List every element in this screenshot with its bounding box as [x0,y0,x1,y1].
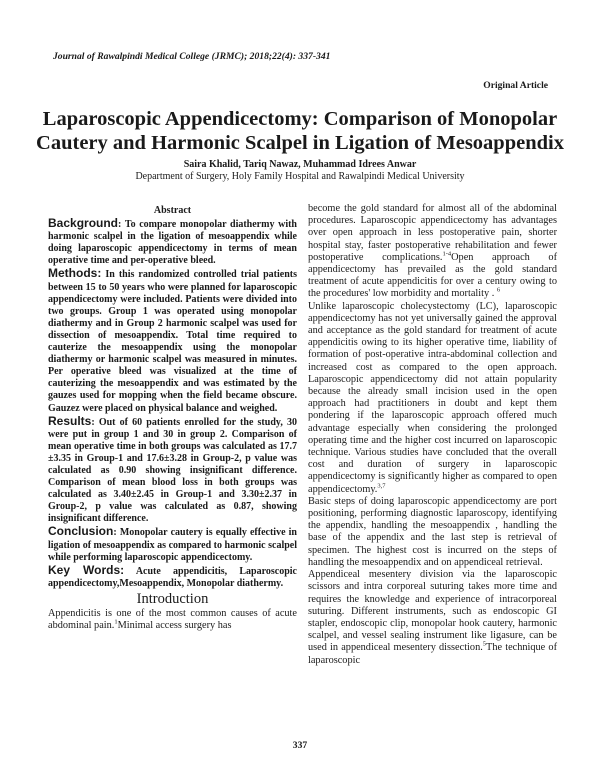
text: become the gold standard for almost all of the abdominal procedures. Laparoscopic appendicectomy has advantages over open approach in less postoperative pain, shorter hospital stay, faster postoperative rehabilitation and fewer postoperative complications. [308,203,557,263]
page-number: 337 [292,740,308,751]
abstract-results [48,415,297,526]
sep: : [113,527,120,539]
text: Unlike laparoscopic cholecystectomy (LC), laparoscopic appendicectomy has not yet universally gained the approval and acceptance as the gold standard for treatment of acute appendicitis owing to its higher operative time, liability of formation of post-operative intra-abdominal collection and increased cost as compared to the open approach. Laparoscopic appendicectomy did not attain popularity because the already small incision used in the open approach had practitioners in doubt and kept them pondering if the laparoscopic approach offered much advantage especially when considering the prolonged operating time and the higher cost incurred on laparoscopic technique. Various studies have concluded that the overall cost and duration of surgery in laparoscopic appendicectomy is significantly higher as compared to open appendicectomy. [308,300,557,495]
introduction-paragraph [48,608,297,632]
section-text: Out of 60 patients enrolled for the study, 30 were put in group 1 and 30 in group 2. Comparison of mean operative time in both groups was calculated as 17.7 ±3.35 in Group-1 and 17.6±3.28 in Group-2, p value was calculated as 0.90 showing insignificant difference. Comparison of mean blood loss in both groups was calculated as 3.40±2.45 in Group-1 and 3.30±2.37 in Group-2, p value was calculated as 0.87, showing insignificant difference. [48,416,297,525]
section-text: In this randomized controlled trial patients between 15 to 50 years who were planned for laparoscopic appendicectomy were included. Patients were divided into two groups. Group 1 was operated using monopolar diathermy and in Group 2 harmonic scalpel was used for dissection of mesoappendix. Total time required to cauterize the mesoappendix using the monopolar diathermy or harmonic scalpel was measured in minutes. Per operative bleed was visualized at the time of cauterizing the mesoappendix and was estimated by the gauzes used for mopping when the field became obscure. Gauzez were placed on physical balance and weighed. [48,269,297,414]
right-column [308,203,557,667]
citation: 1 [114,618,118,626]
sep [124,566,136,577]
abstract-methods [48,267,297,414]
paragraph-4 [308,569,557,667]
citation: 5 [482,640,487,648]
sep: : [118,219,125,231]
abstract-conclusion [48,525,297,563]
affiliation: Department of Surgery, Holy Family Hospital and Rawalpindi Medical University [135,171,465,182]
section-text: To compare monopolar diathermy with harmonic scalpel in the ligation of mesoappendix while doing laparoscopic appendicectomy in terms of mean operative time and per-operative bleed. [48,219,297,267]
section-text: Monopolar cautery is equally effective in ligation of mesoappendix as compared to harmonic scalpel while performing laparoscopic appendicectomy. [48,527,297,563]
text: Appendiceal mesentery division via the laparoscopic scissors and intra corporeal suturing takes more time and requires the knowledge and experience of intracorporeal suturing. Different instruments, such as endoscopic GI stapler, endoscopic clip, monopolar hook cautery, harmonic scalpel, and vessel sealing instrument like ligasure, can be used in appendiceal mesentery dissection. [308,569,557,654]
sep: : [91,416,99,428]
left-column [48,205,297,632]
text: Open approach of appendicectomy has prevailed as the gold standard treatment of acute appendicitis for over a century owing to the procedures' low morbidity and mortality . [308,251,558,300]
abstract [48,205,297,590]
journal-citation: Journal of Rawalpindi Medical College (JRMC); 2018;22(4): 337-341 [53,51,331,62]
citation: 3,7 [377,482,386,490]
authors: Saira Khalid, Tariq Nawaz, Muhammad Idrees Anwar [183,159,417,170]
citation: 1-4 [442,250,452,258]
paragraph-2 [308,301,557,496]
section-text: Acute appendicitis, Laparoscopic appendicectomy,Mesoappendix, Monopolar diathermy. [48,565,297,589]
title-line-2: Cautery and Harmonic Scalpel in Ligation of Mesoappendix [36,132,564,154]
text: Appendicitis is one of the most common causes of acute abdominal pain. [48,607,297,632]
paragraph-1 [308,203,557,301]
section-label: Methods: [48,266,102,281]
abstract-heading: Abstract [153,205,192,216]
citation: 6 [496,287,501,294]
text: Minimal access surgery has [117,620,232,632]
text: The technique of laparoscopic [308,642,557,666]
abstract-keywords [48,564,297,590]
section-label: Results [48,413,92,428]
section-label: Key Words: [48,562,125,577]
paragraph-3: Basic steps of doing laparoscopic appendicectomy are port positioning, performing diagnostic laparoscopy, identifying the appendix, handling the mesoappendix , handling the base of the appendix and the last step is retrieval of specimen. The highest cost is incurred on the steps of handling the mesoappendix and on appendiceal retrieval. [308,495,557,568]
paper-title [30,107,570,155]
introduction-heading: Introduction [136,590,209,607]
section-label: Background [48,216,119,231]
article-type: Original Article [483,80,548,91]
section-label: Conclusion [48,524,114,539]
abstract-background [48,217,297,267]
title-line-1: Laparoscopic Appendicectomy: Comparison of Monopolar [42,108,558,130]
